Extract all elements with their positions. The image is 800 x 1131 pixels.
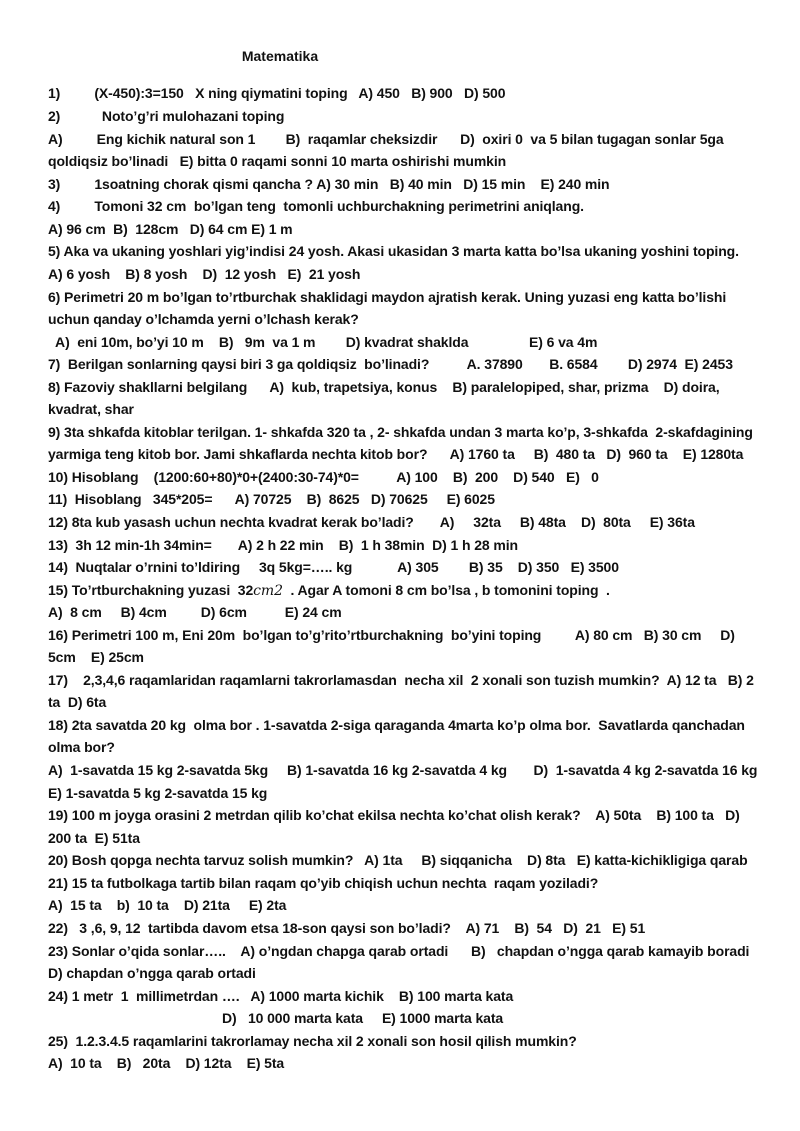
question-23-line: 23) Sonlar o’qida sonlar….. A) o’ngdan chapga qarab ortadi B) chapdan o’ngga qarab kamayib boradi — [48, 943, 750, 959]
question-11-line: 11) Hisoblang 345*205= A) 70725 B) 8625 D) 70625 E) 6025 — [48, 491, 495, 507]
question-19-line-cont: 200 ta E) 51ta — [48, 830, 140, 846]
question-3-line: 3) 1soatning chorak qismi qancha ? A) 30 min B) 40 min D) 15 min E) 240 min — [48, 176, 610, 192]
question-22-line: 22) 3 ,6, 9, 12 tartibda davom etsa 18-son qaysi son bo’ladi? A) 71 B) 54 D) 21 E) 51 — [48, 920, 646, 936]
question-4-line: 4) Tomoni 32 cm bo’lgan teng tomonli uchburchakning perimetrini aniqlang. — [48, 198, 584, 214]
question-5-options: A) 6 yosh B) 8 yosh D) 12 yosh E) 21 yosh — [48, 266, 361, 282]
question-17-line: 17) 2,3,4,6 raqamlaridan raqamlarni takrorlamasdan necha xil 2 xonali son tuzish mumkin? A) 12 ta B) 2 — [48, 672, 754, 688]
question-4-options: A) 96 cm B) 128cm D) 64 cm E) 1 m — [48, 221, 293, 237]
question-16-line: 16) Perimetri 100 m, Eni 20m bo’lgan to’g’rito’rtburchakning bo’yini toping A) 80 cm B) 30 cm D) — [48, 627, 735, 643]
question-13-line: 13) 3h 12 min-1h 34min= A) 2 h 22 min B) 1 h 38min D) 1 h 28 min — [48, 537, 518, 553]
question-16-line-cont: 5cm E) 25cm — [48, 649, 144, 665]
question-25-line: 25) 1.2.3.4.5 raqamlarini takrorlamay necha xil 2 xonali son hosil qilish mumkin? — [48, 1033, 577, 1049]
question-17-line-cont: ta D) 6ta — [48, 694, 107, 710]
question-18-line-cont: olma bor? — [48, 739, 115, 755]
question-2-line: 2) Noto’g’ri mulohazani toping — [48, 108, 285, 124]
question-8-line: 8) Fazoviy shakllarni belgilang A) kub, trapetsiya, konus B) paralelopiped, shar, prizma D) doira, — [48, 379, 720, 395]
question-15-text: 15) To’rtburchakning yuzasi 32 — [48, 582, 254, 598]
question-24-options-cont: D) 10 000 marta kata E) 1000 marta kata — [222, 1010, 504, 1026]
question-12-line: 12) 8ta kub yasash uchun nechta kvadrat kerak bo’ladi? A) 32ta B) 48ta D) 80ta E) 36ta — [48, 514, 695, 530]
question-18-line: 18) 2ta savatda 20 kg olma bor . 1-savatda 2-siga qaraganda 4marta ko’p olma bor. Savatlarda qanchadan — [48, 717, 745, 733]
question-2-options: A) Eng kichik natural son 1 B) raqamlar cheksizdir D) oxiri 0 va 5 bilan tugagan sonlar 5ga — [48, 131, 724, 147]
question-15-text-cont: . Agar A tomoni 8 cm bo’lsa , b tomonini toping . — [282, 582, 610, 598]
question-6-line: 6) Perimetri 20 m bo’lgan to’rtburchak shaklidagi maydon ajratish kerak. Uning yuzasi eng katta bo’lishi — [48, 289, 727, 305]
question-6-options: A) eni 10m, bo’yi 10 m B) 9m va 1 m D) kvadrat shaklda E) 6 va 4m — [48, 334, 598, 350]
question-8-line-cont: kvadrat, shar — [48, 401, 134, 417]
question-2-options-cont: qoldiqsiz bo’linadi E) bitta 0 raqami sonni 10 marta oshirishi mumkin — [48, 153, 507, 169]
question-10-line: 10) Hisoblang (1200:60+80)*0+(2400:30-74)*0= A) 100 B) 200 D) 540 E) 0 — [48, 469, 599, 485]
question-19-line: 19) 100 m joyga orasini 2 metrdan qilib ko’chat ekilsa nechta ko’chat olish kerak? A) 50ta B) 100 ta D) — [48, 807, 740, 823]
question-9-line: 9) 3ta shkafda kitoblar terilgan. 1- shkafda 320 ta , 2- shkafda undan 3 marta ko’p, 3-shkafda 2-skafdagining — [48, 424, 753, 440]
question-21-line: 21) 15 ta futbolkaga tartib bilan raqam qo’yib chiqish uchun nechta raqam yoziladi? — [48, 875, 599, 891]
question-20-line: 20) Bosh qopga nechta tarvuz solish mumkin? A) 1ta B) siqqanicha D) 8ta E) katta-kichikligiga qarab — [48, 852, 748, 868]
question-15-options: A) 8 cm B) 4cm D) 6cm E) 24 cm — [48, 604, 342, 620]
question-5-line: 5) Aka va ukaning yoshlari yig’indisi 24 yosh. Akasi ukasidan 3 marta katta bo’lsa ukaning yoshini toping. — [48, 243, 739, 259]
area-unit: cm — [253, 583, 275, 599]
page-title: Matematika — [241, 48, 319, 64]
question-23-line-cont: D) chapdan o’ngga qarab ortadi — [48, 965, 256, 981]
area-unit-exponent: 2 — [274, 583, 283, 599]
question-9-options: yarmiga teng kitob bor. Jami shkaflarda nechta kitob bor? A) 1760 ta B) 480 ta D) 960 ta E) 1280ta — [48, 446, 744, 462]
question-15-line — [48, 581, 788, 600]
question-18-options-cont: E) 1-savatda 5 kg 2-savatda 15 kg — [48, 785, 268, 801]
question-6-line-cont: uchun qanday o’lchamda yerni o’lchash kerak? — [48, 311, 359, 327]
question-14-line: 14) Nuqtalar o’rnini to’ldiring 3q 5kg=….. kg A) 305 B) 35 D) 350 E) 3500 — [48, 559, 619, 575]
question-25-options: A) 10 ta B) 20ta D) 12ta E) 5ta — [48, 1055, 285, 1071]
question-24-line: 24) 1 metr 1 millimetrdan …. A) 1000 marta kichik B) 100 marta kata — [48, 988, 514, 1004]
question-7-line: 7) Berilgan sonlarning qaysi biri 3 ga qoldiqsiz bo’linadi? A. 37890 B. 6584 D) 2974 E) 2453 — [48, 356, 733, 372]
question-18-options: A) 1-savatda 15 kg 2-savatda 5kg B) 1-savatda 16 kg 2-savatda 4 kg D) 1-savatda 4 kg 2-savatda 16 kg — [48, 762, 758, 778]
question-1-line: 1) (X-450):3=150 X ning qiymatini toping A) 450 B) 900 D) 500 — [48, 85, 506, 101]
question-21-options: A) 15 ta b) 10 ta D) 21ta E) 2ta — [48, 897, 287, 913]
